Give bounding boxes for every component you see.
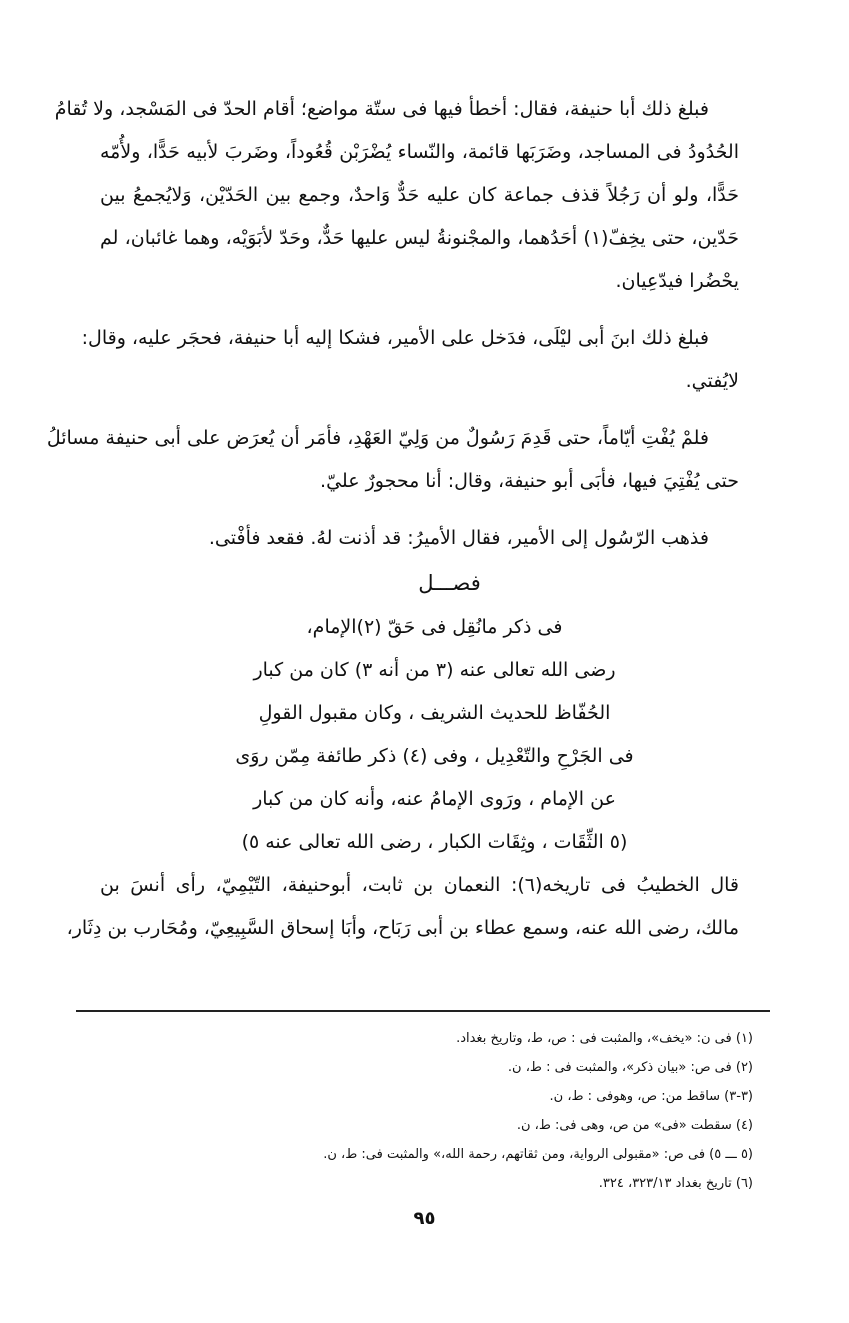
text-line: فبلغ ذلك أبا حنيفة، فقال: أخطأ فيها فى ستّة مواضع؛ أقام الحدّ فى المَسْجد، ولا تُقامُ <box>54 98 709 120</box>
text-line: حتى يُفْتِيَ فيها، فأبَى أبو حنيفة، وقال: أنا محجورٌ عليّ. <box>320 470 739 492</box>
paragraph-1 <box>54 88 739 303</box>
footnote: (٢) فى ص: «بيان ذكر»، والمثبت فى : ط، ن. <box>507 1060 753 1075</box>
section-title-line: الحُفّاظ للحديث الشريف ، وكان مقبول القولِ <box>258 702 611 724</box>
text-line: يحْضُرا فيدّعِيان. <box>615 270 739 292</box>
section-title-block <box>100 606 739 864</box>
section-title-line: فى ذكر مانُقِل فى حَقّ (٢)الإمام، <box>306 616 563 638</box>
section-title-line: فى الجَرْحِ والتّعْدِيل ، وفى (٤) ذكر طائفة مِمّن روَى <box>235 745 634 767</box>
paragraph-5 <box>66 864 739 950</box>
paragraph-3 <box>46 417 739 503</box>
footnote: (٣-٣) ساقط من: ص، وهوفى : ط، ن. <box>549 1089 753 1104</box>
section-heading: فصـــل <box>418 571 481 595</box>
section-title-line: (٥ الثِّقَات ، وثِقَات الكبار ، رضى الله تعالى عنه ٥) <box>241 831 628 853</box>
text-line: الحُدُودُ فى المساجد، وضَرَبَها قائمة، والنّساء يُضْرَبْن قُعُوداً، وضَربَ لأبيه حَدًّا، ولأُمّه <box>100 141 739 163</box>
text-line: فلمْ يُفْتِ أيّاماً، حتى قَدِمَ رَسُولٌ من وَلِيّ العَهْدِ، فأمَر أن يُعرَض على أبى حنيفة مسائلُ <box>46 427 709 449</box>
paragraph-4 <box>100 517 739 560</box>
text-line: حَدًّا، ولو أن رَجُلاً قذف جماعة كان عليه حَدٌّ وَاحدٌ، وجمع بين الحَدّيْن، وَلايُجمعُ بين <box>100 184 739 206</box>
text-line: فبلغ ذلك ابنَ أبى ليْلَى، فدَخل على الأمير، فشكا إليه أبا حنيفة، فحجَر عليه، وقال: <box>81 327 709 349</box>
footnote-divider <box>76 1010 770 1012</box>
text-line: حَدّين، حتى يخِفّ(١) أحَدُهما، والمجْنونةُ ليس عليها حَدٌّ، وحَدّ لأبَوَيْه، وهما غائبان، لم <box>100 227 739 249</box>
text-line: لايُفتي. <box>685 370 739 392</box>
section-title-line: رضى الله تعالى عنه (٣ من أنه ٣) كان من كبار <box>253 659 616 681</box>
footnote: (٦) تاريخ بغداد ٣٢٣/١٣، ٣٢٤. <box>598 1176 753 1191</box>
paragraph-2 <box>81 317 739 403</box>
text-line: قال الخطيبُ فى تاريخه(٦): النعمان بن ثابت، أبوحنيفة، التّيْمِيّ، رأى أنسَ بن <box>100 874 739 896</box>
main-text <box>46 88 739 950</box>
footnote: (١) فى ن: «يخف»، والمثبت فى : ص، ط، وتاريخ بغداد. <box>456 1031 753 1046</box>
footnotes <box>113 1024 753 1198</box>
section-title-line: عن الإمام ، ورَوى الإمامُ عنه، وأنه كان من كبار <box>253 788 616 810</box>
text-line: مالك، رضى الله عنه، وسمع عطاء بن أبى رَبَاح، وأبَا إسحاق السَّبِيعِيّ، ومُحَارب بن دِثَار، <box>66 917 739 939</box>
page-number: ٩٥ <box>413 1208 436 1229</box>
footnote: (٤) سقطت «فى» من ص، وهى فى: ط، ن. <box>516 1118 753 1133</box>
text-line: فذهب الرّسُول إلى الأمير، فقال الأميرُ: قد أذنت لهُ. فقعد فأفْتى. <box>208 527 709 549</box>
footnote: (٥ ـــ ٥) فى ص: «مقبولى الرواية، ومن ثقاتهم، رحمة الله،» والمثبت فى: ط، ن. <box>323 1147 753 1162</box>
